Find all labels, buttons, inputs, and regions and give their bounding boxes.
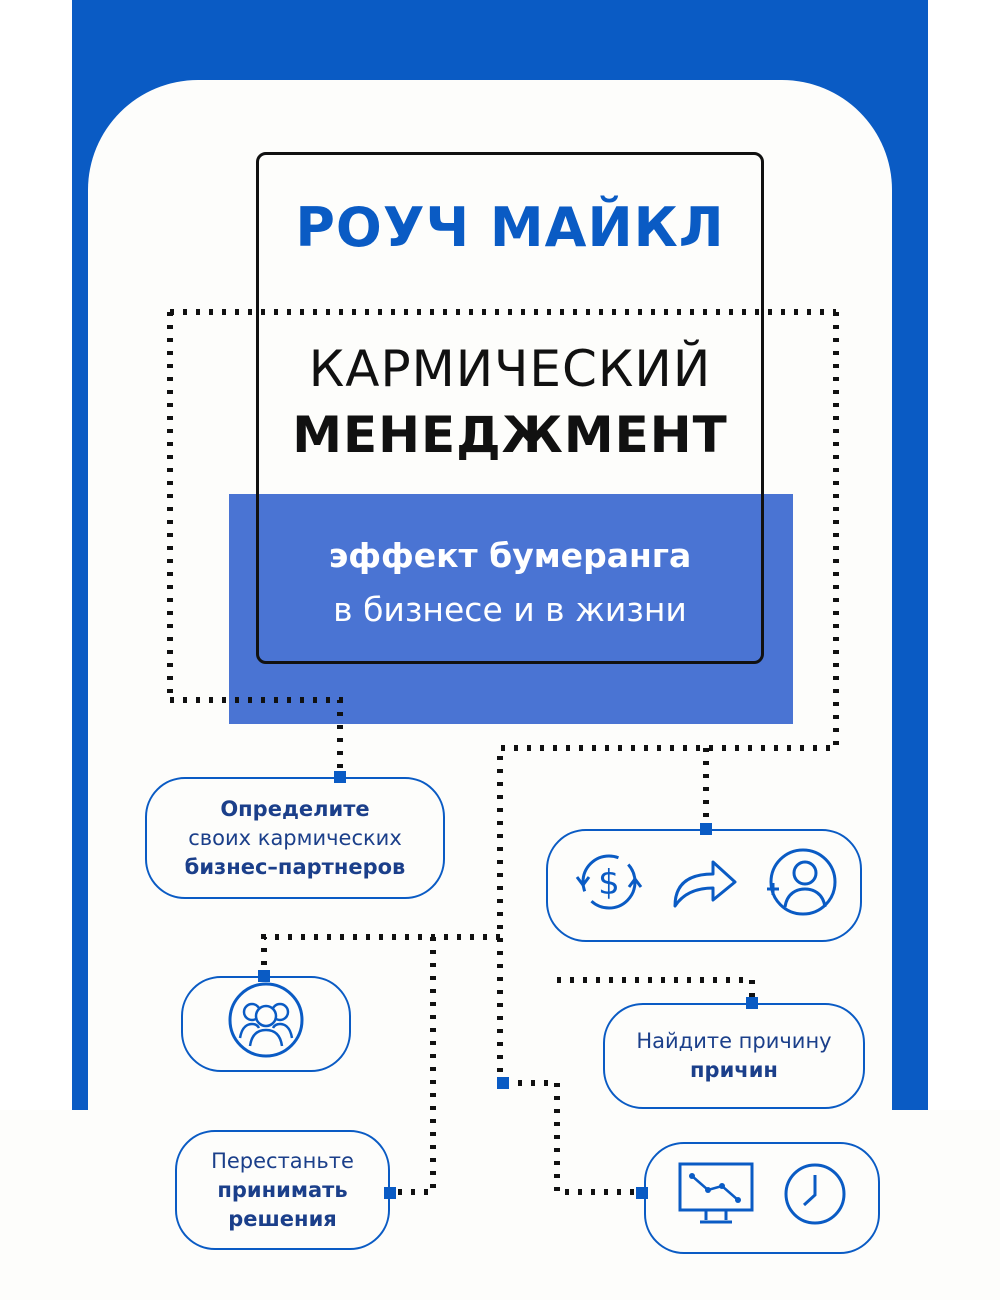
card-icons-karma xyxy=(546,829,862,942)
card-partners-line1: Определите xyxy=(220,796,370,821)
chart-monitor-icon xyxy=(676,1160,756,1236)
card-partners xyxy=(145,777,445,899)
author-name: РОУЧ МАЙКЛ xyxy=(295,196,725,259)
card-partners-line3: бизнес–партнеров xyxy=(184,854,406,879)
connector-square xyxy=(746,997,758,1009)
svg-text:$: $ xyxy=(598,862,620,903)
book-title-line2: МЕНЕДЖМЕНТ xyxy=(292,406,728,464)
money-cycle-icon xyxy=(569,847,649,925)
card-partners-line2: своих кармических xyxy=(188,825,402,850)
connector-square xyxy=(497,1077,509,1089)
card-decisions-line2: принимать xyxy=(217,1177,348,1202)
subtitle-line1: эффект бумеранга xyxy=(328,536,692,575)
card-decisions-line1: Перестаньте xyxy=(211,1148,354,1173)
card-cause-line1: Найдите причину xyxy=(636,1029,832,1053)
card-cause-line2: причин xyxy=(690,1058,778,1082)
forward-arrow-icon xyxy=(669,852,741,920)
card-decisions-line3: решения xyxy=(228,1206,337,1231)
card-decisions xyxy=(175,1130,390,1250)
add-person-icon xyxy=(761,845,839,927)
connector-square xyxy=(384,1187,396,1199)
connector-square xyxy=(700,823,712,835)
team-icon xyxy=(226,980,306,1068)
connector-square xyxy=(636,1187,648,1199)
book-title-line1: КАРМИЧЕСКИЙ xyxy=(308,340,712,398)
card-chart-clock xyxy=(644,1142,880,1254)
connector-square xyxy=(258,970,270,982)
card-team xyxy=(181,976,351,1072)
connector-square xyxy=(334,771,346,783)
subtitle-line2: в бизнесе и в жизни xyxy=(333,590,687,629)
clock-icon xyxy=(782,1161,848,1235)
card-cause xyxy=(603,1003,865,1109)
